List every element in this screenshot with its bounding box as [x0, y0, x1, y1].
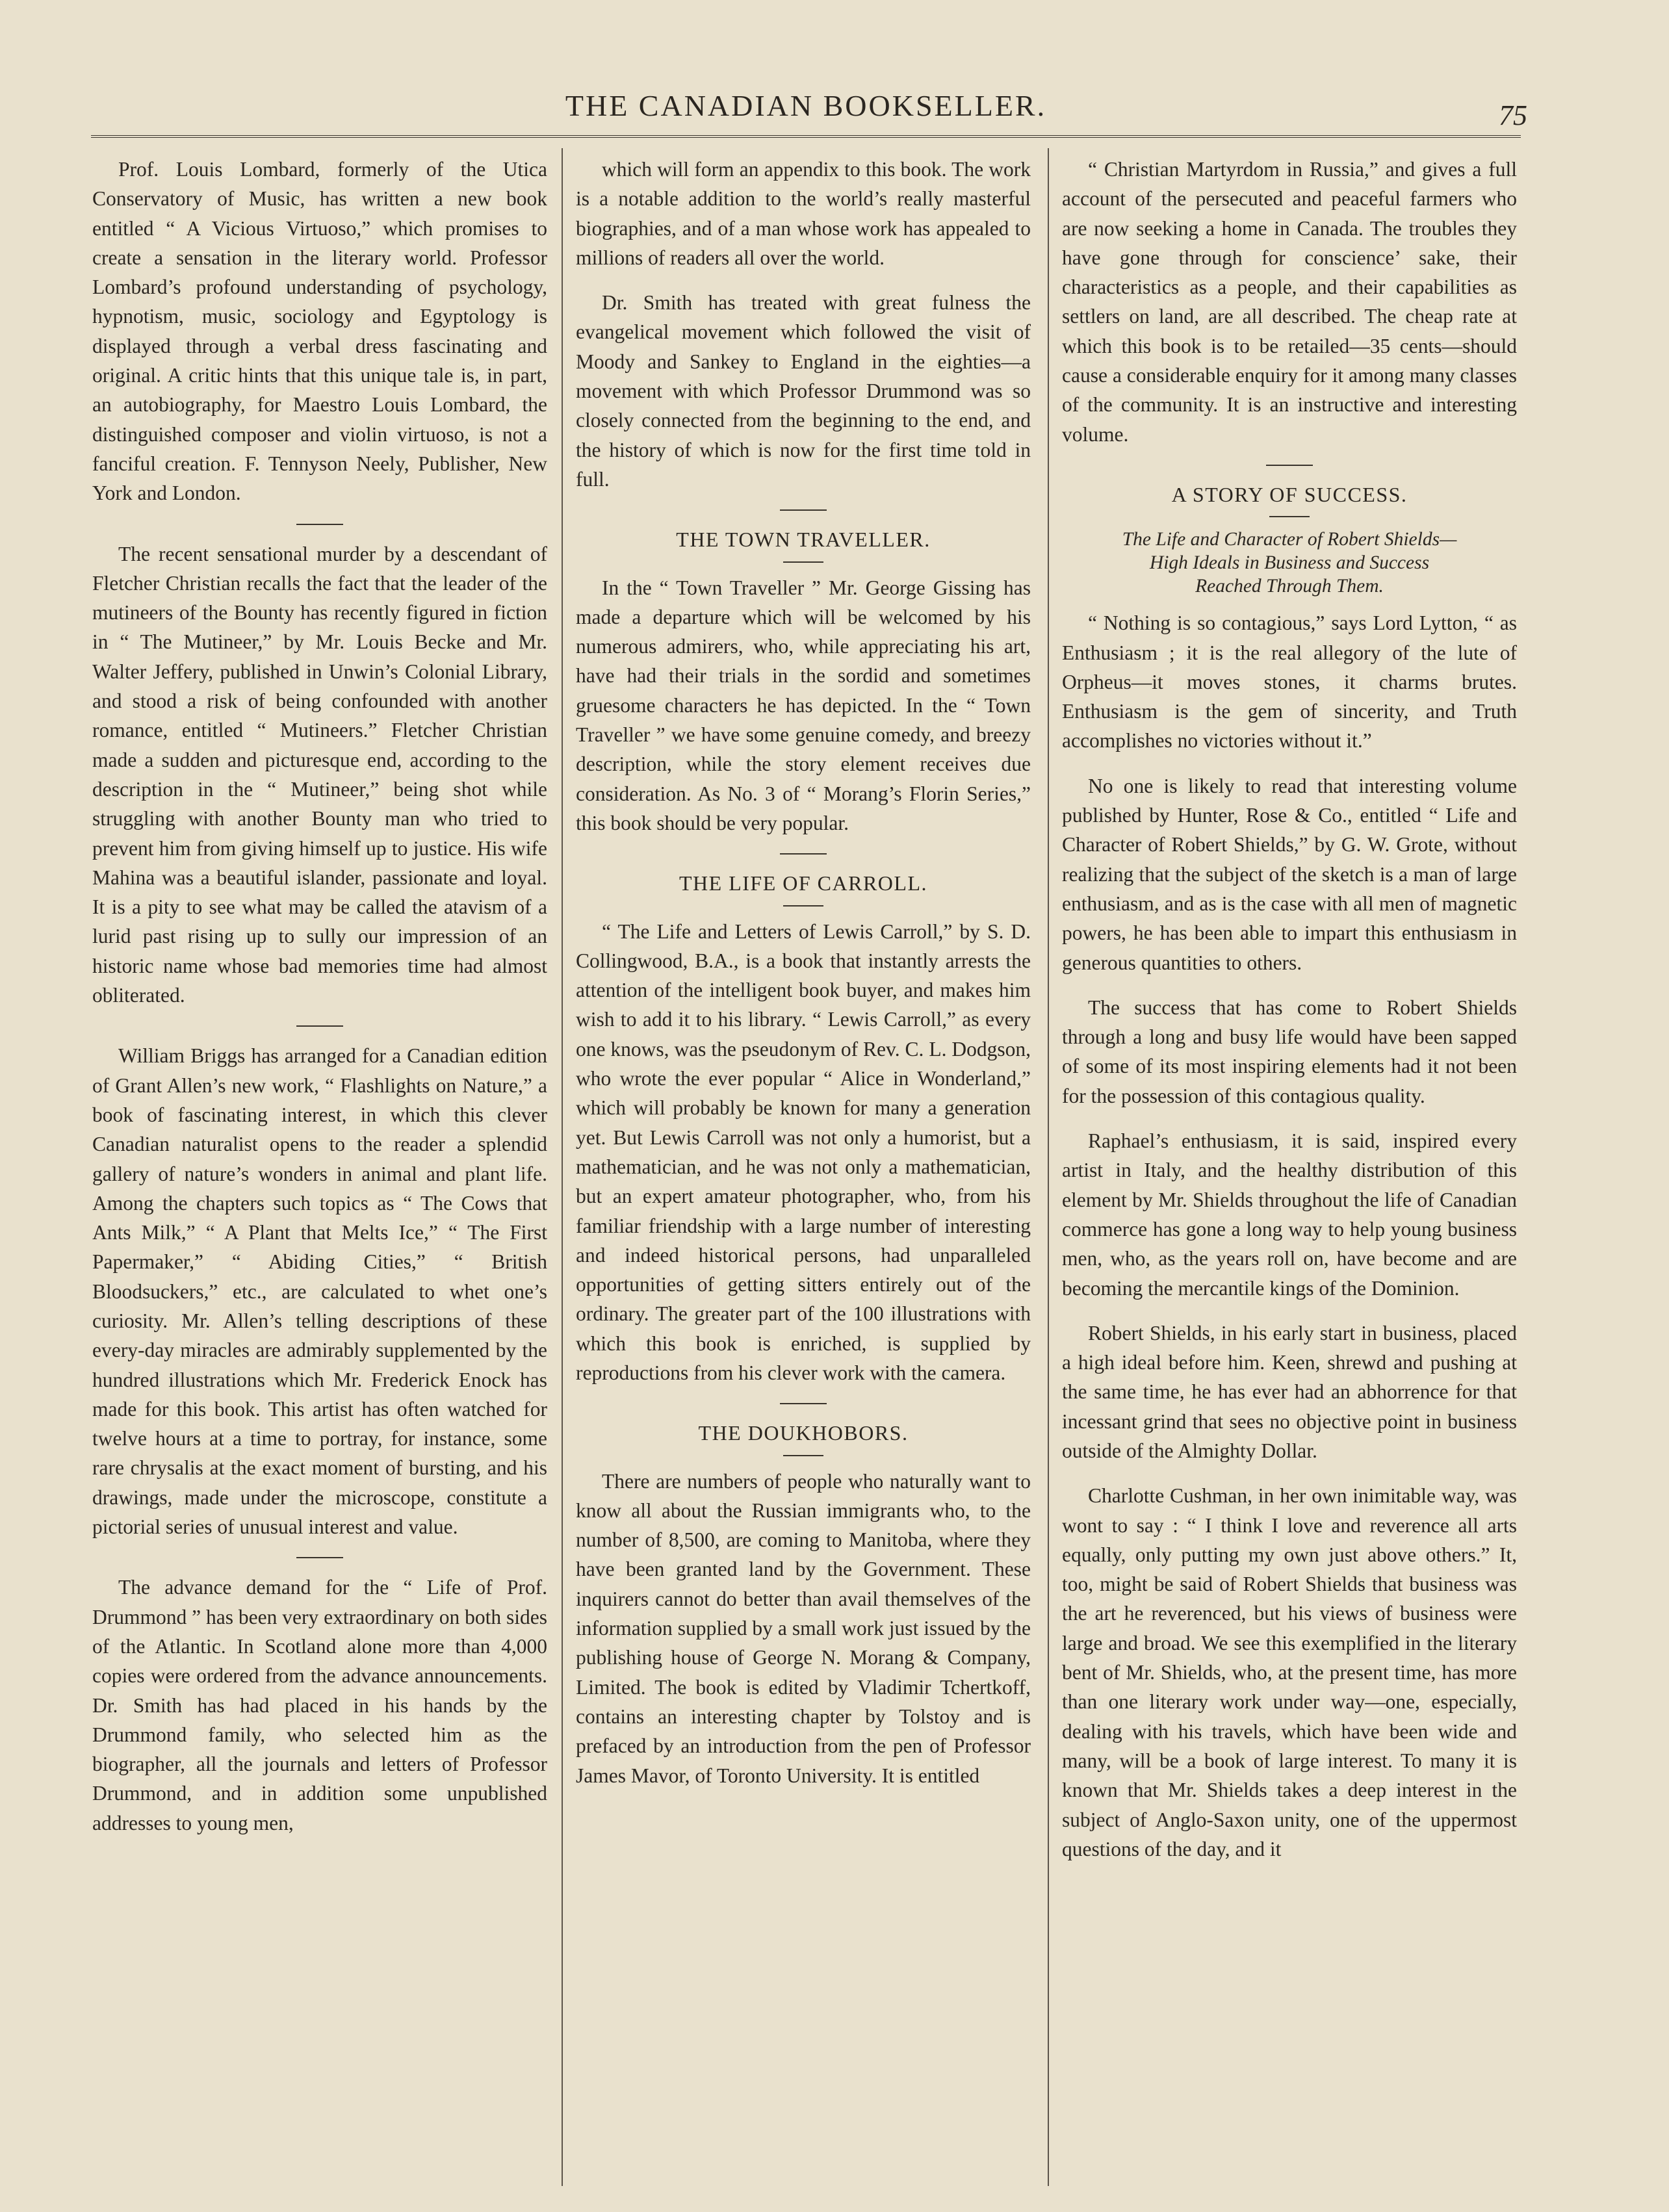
column-divider [562, 148, 563, 2186]
heading-story-of-success: A STORY OF SUCCESS. [1171, 482, 1408, 506]
separator-rule [1269, 516, 1310, 517]
heading-doukhobors: THE DOUKHOBORS. [698, 1421, 909, 1445]
separator-rule [780, 853, 827, 855]
article-drummond-evangelical: Dr. Smith has treated with great fulness the evangelical movement which followed the visit of Moody and Sankey to England in the eighties—a movement with which Professor Drummond was so closely connected from the beginning to the end, and the history of which is now for the first time told in full. [576, 291, 1031, 491]
page-number: 75 [1499, 99, 1527, 131]
article-raphael: Raphael’s enthusiasm, it is said, inspired every artist in Italy, and the healthy distribution of this element by Mr. Shields throughout the life of Canadian commerce has gone a long way to help young business men, who, as the years roll on, have become and are becoming the mercantile kings of the Dominion. [1062, 1129, 1517, 1300]
article-doukhobors-continued: “ Christian Martyrdom in Russia,” and gives a full account of the persecuted and peaceful farmers who are now seeking a home in Canada. The troubles they have gone through for conscience’ sake, their characteristics as a people, and their capabilities as settlers on land, are all described. The cheap rate at which this book is to be retailed—35 cents—should cause a considerable enquiry for it among many classes of the community. It is an instructive and interesting volume. [1062, 158, 1517, 446]
separator-rule [296, 524, 343, 525]
separator-rule [783, 1455, 823, 1456]
article-lombard: Prof. Louis Lombard, formerly of the Utica Conservatory of Music, has written a new book entitled “ A Vicious Virtuoso,” which promises to create a sensation in the literary world. Professor Lombard’s profound understanding of psychology, hypnotism, music, sociology and Egyptology is displayed through a verbal dress fascinating and original. A critic hints that this unique tale is, in part, an autobiography, for Maestro Louis Lombard, the distinguished composer and violin virtuoso, is not a fanciful creation. F. Tennyson Neely, Publisher, New York and London. [92, 158, 547, 505]
article-shields-success: The success that has come to Robert Shields through a long and busy life would have been sapped of some of its most inspiring elements had it not been for the possession of this contagious quality. [1062, 996, 1517, 1107]
article-shields-ideal: Robert Shields, in his early start in business, placed a high ideal before him. Keen, shrewd and pushing at the same time, he has ever had an abhorrence for that incessant grind that sees no objective point in business outside of the Almighty Dollar. [1062, 1321, 1517, 1462]
article-town-traveller: In the “ Town Traveller ” Mr. George Gissing has made a departure which will be welcomed by his numerous admirers, who, while appreciating his art, have had their trials in the sordid and sometimes gruesome characters he has depicted. In the “ Town Traveller ” we have some genuine comedy, and breezy description, while the story element receives due consideration. As No. 3 of “ Morang’s Florin Series,” this book should be very popular. [576, 576, 1031, 834]
separator-rule [296, 1025, 343, 1027]
article-life-of-carroll: “ The Life and Letters of Lewis Carroll,” by S. D. Collingwood, B.A., is a book that instantly arrests the attention of the intelligent book buyer, and makes him wish to add it to his library. “ Lewis Carroll,” as every one knows, was the pseudonym of Rev. C. L. Dodgson, who wrote the ever popular “ Alice in Wonderland,” which will probably be known for many a generation yet. But Lewis Carroll was not only a humorist, but a mathematician, and he was not only a mathematician, but an expert amateur photographer, who, from his familiar friendship with a large number of interesting and indeed historical persons, had unparalleled opportunities of getting sitters entirely out of the ordinary. The greater part of the 100 illustrations with which this book is enriched, is supplied by reproductions from his clever work with the camera. [576, 920, 1031, 1384]
column-divider [1048, 148, 1049, 2186]
column-left [92, 155, 547, 2186]
heading-life-of-carroll: THE LIFE OF CARROLL. [679, 871, 927, 895]
article-subtitle [1062, 528, 1517, 598]
article-enthusiasm-quote: “ Nothing is so contagious,” says Lord Lytton, “ as Enthusiasm ; it is the real allegory of the lute of Orpheus—it moves stones, it charms brutes. Enthusiasm is the gem of sincerity, and Truth accomplishes no victories without it.” [1062, 611, 1517, 752]
heading-town-traveller: THE TOWN TRAVELLER. [676, 528, 931, 552]
header-rule [91, 135, 1521, 138]
separator-rule [296, 1557, 343, 1558]
article-flashlights-on-nature: William Briggs has arranged for a Canadian edition of Grant Allen’s new work, “ Flashlights on Nature,” a book of fascinating interest, in which this clever Canadian naturalist opens to the reader a splendid gallery of nature’s wonders in animal and plant life. Among the chapters such topics as “ The Cows that Ants Milk,” “ A Plant that Melts Ice,” “ The First Papermaker,” “ Abiding Cities,” “ British Bloodsuckers,” etc., are calculated to whet one’s curiosity. Mr. Allen’s telling descriptions of these every-day miracles are admirably supplemented by the hundred illustrations which Mr. Frederick Enock has made for this book. This artist has often watched for twelve hours at a time to portray, for instance, some rare chrysalis at the exact moment of bursting, and his drawings, made under the microscope, constitute a pictorial series of unusual interest and value. [92, 1044, 547, 1539]
article-doukhobors: There are numbers of people who naturally want to know all about the Russian immigrants who, to the number of 8,500, are coming to Manitoba, where they have been granted land by the Government. These inquirers cannot do better than avail themselves of the information supplied by a small work just issued by the publishing house of George N. Morang & Company, Limited. The book is edited by Vladimir Tchertkoff, contains an interesting chapter by Tolstoy and is prefaced by an introduction from the pen of Professor James Mavor, of Toronto University. It is entitled [576, 1469, 1031, 1787]
separator-rule [780, 1403, 827, 1404]
article-drummond: The advance demand for the “ Life of Prof. Drummond ” has been very extraordinary on both sides of the Atlantic. In Scotland alone more than 4,000 copies were ordered from the advance announcements. Dr. Smith has had placed in his hands by the Drummond family, who selected him as the biographer, all the journals and letters of Professor Drummond, and in addition some unpublished addresses to young men, [92, 1576, 547, 1834]
separator-rule [783, 905, 823, 907]
article-shields-book: No one is likely to read that interesting volume published by Hunter, Rose & Co., entitled “ Life and Character of Robert Shields,” by G. W. Grote, without realizing that the subject of the sketch is a man of large enthusiasm, and as is the case with all men of magnetic powers, he has been able to impart this enthusiasm in generous quantities to others. [1062, 774, 1517, 974]
running-title: THE CANADIAN BOOKSELLER. [565, 89, 1047, 122]
subtitle-line: Reached Through Them. [1195, 576, 1384, 597]
subtitle-line: The Life and Character of Robert Shields— [1122, 529, 1457, 550]
separator-rule [1266, 465, 1313, 466]
article-cushman: Charlotte Cushman, in her own inimitable way, was wont to say : “ I think I love and reverence all arts equally, only putting my own just above others.” It, too, might be said of Robert Shields that business was the art he reverenced, but his views of business were large and broad. We see this exemplified in the literary bent of Mr. Shields, who, at the present time, has more than one literary work under way—one, especially, dealing with his travels, which have been wide and many, will be a book of large interest. To many it is known that Mr. Shields takes a deep interest in the subject of Anglo-Saxon unity, one of the uppermost questions of the day, and it [1062, 1484, 1517, 1860]
page-header [91, 84, 1527, 131]
separator-rule [783, 561, 823, 563]
column-middle [576, 155, 1031, 2186]
column-right [1062, 155, 1517, 2186]
article-bounty-mutineer: The recent sensational murder by a descendant of Fletcher Christian recalls the fact that the leader of the mutineers of the Bounty has recently figured in fiction in “ The Mutineer,” by Mr. Louis Becke and Mr. Walter Jeffery, published in Unwin’s Colonial Library, and stood a risk of being confounded with another romance, entitled “ Mutineers.” Fletcher Christian made a sudden and picturesque end, according to the description in the “ Mutineer,” being shot while struggling with another Bounty man who tried to prevent him from giving himself up to justice. His wife Mahina was a beautiful islander, passionate and loyal. It is a pity to see what may be called the atavism of a lurid past rising up to sully our impression of an historic name whose bad memories time had almost obliterated. [92, 542, 547, 1007]
article-drummond-continued: which will form an appendix to this book. The work is a notable addition to the world’s really masterful biographies, and of a man whose work has appealed to millions of readers all over the world. [576, 158, 1031, 269]
subtitle-line: High Ideals in Business and Success [1149, 552, 1430, 574]
separator-rule [780, 509, 827, 511]
